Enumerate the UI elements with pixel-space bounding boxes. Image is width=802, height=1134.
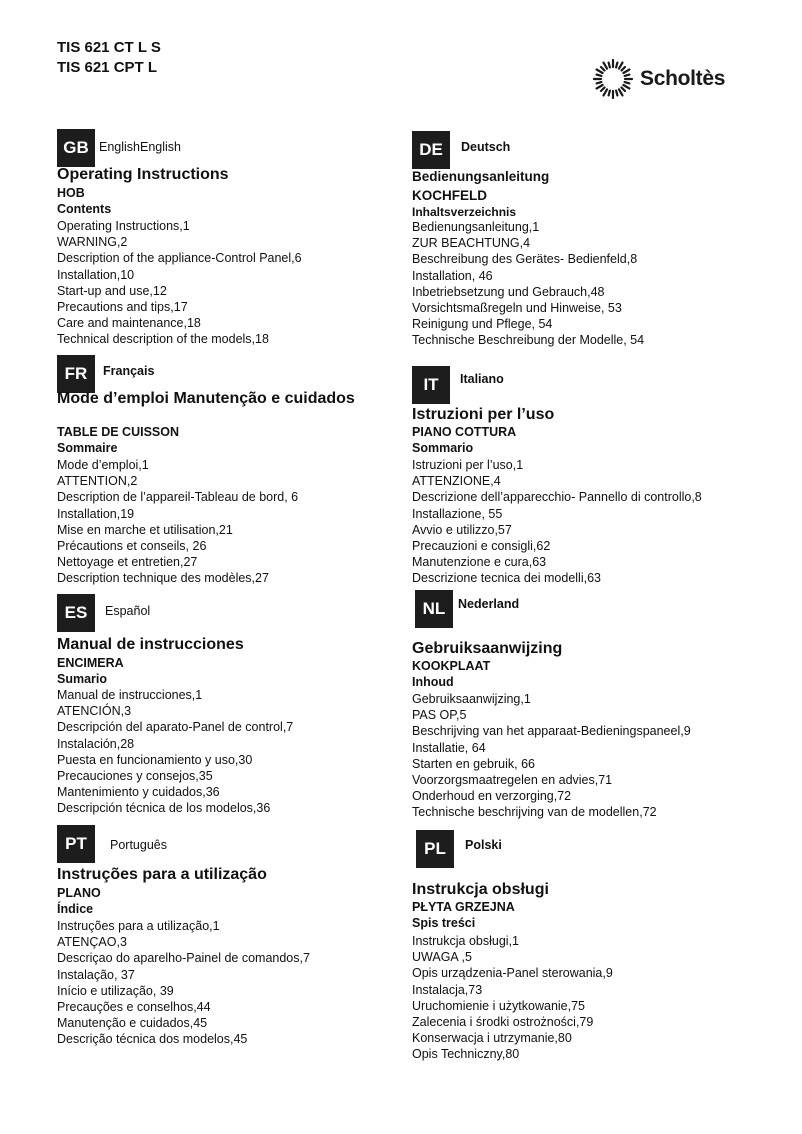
contents-item: Opis urządzenia-Panel sterowania,9	[412, 966, 613, 981]
contents-label-it: Sommario	[412, 441, 474, 455]
language-name-fr: Français	[103, 364, 155, 378]
language-name-es: Español	[105, 604, 151, 618]
contents-item: Description of the appliance-Control Panel,6	[57, 251, 302, 266]
contents-item: Precautions and tips,17	[57, 300, 188, 315]
language-badge-gb: GB	[57, 129, 95, 167]
appliance-type-fr: TABLE DE CUISSON	[57, 425, 179, 439]
language-badge-nl: NL	[415, 590, 453, 628]
language-name-it: Italiano	[460, 372, 504, 386]
contents-item: ZUR BEACHTUNG,4	[412, 236, 531, 251]
appliance-type-es: ENCIMERA	[57, 656, 124, 670]
contents-item: Descriçao do aparelho-Painel de comandos,7	[57, 951, 310, 966]
contents-label-pt: Índice	[57, 902, 94, 916]
contents-item: Mise en marche et utilisation,21	[57, 522, 233, 537]
appliance-type-pl: PŁYTA GRZEJNA	[412, 900, 515, 914]
appliance-type-nl: KOOKPLAAT	[412, 659, 491, 673]
contents-item: Technical description of the models,18	[57, 332, 269, 347]
contents-item: Gebruiksaanwijzing,1	[412, 692, 531, 706]
contents-item: Précautions et conseils, 26	[57, 539, 207, 554]
contents-item: Manutenzione e cura,63	[412, 555, 547, 570]
language-name-pl: Polski	[465, 838, 502, 852]
contents-label-es: Sumario	[57, 672, 108, 686]
contents-label-fr: Sommaire	[57, 441, 118, 455]
contents-label-gb: Contents	[57, 202, 112, 216]
contents-item: Beschrijving van het apparaat-Bedieningspaneel,9	[412, 724, 691, 739]
manual-title-pt: Instruções para a utilização	[57, 866, 267, 883]
contents-item: Inbetriebsetzung und Gebrauch,48	[412, 284, 605, 299]
contents-list-gb	[57, 218, 302, 348]
contents-list-nl	[412, 691, 691, 821]
contents-item: Manutenção e cuidados,45	[57, 1016, 208, 1031]
contents-item: ATTENTION,2	[57, 474, 138, 489]
appliance-type-it: PIANO COTTURA	[412, 425, 517, 439]
contents-item: Zalecenia i środki ostrożności,79	[412, 1015, 594, 1030]
contents-item: Care and maintenance,18	[57, 316, 201, 331]
contents-item: Avvio e utilizzo,57	[412, 522, 512, 537]
contents-item: Manual de instrucciones,1	[57, 688, 203, 702]
contents-list-de	[412, 219, 644, 349]
language-name-nl: Nederland	[458, 597, 520, 611]
manual-title-es: Manual de instrucciones	[57, 636, 244, 653]
language-name-pt: Português	[110, 838, 167, 852]
contents-list-pt	[57, 918, 310, 1048]
language-badge-fr: FR	[57, 355, 95, 393]
contents-item: Início e utilização, 39	[57, 983, 174, 998]
contents-label-nl: Inhoud	[412, 675, 454, 689]
contents-item: Precauciones y consejos,35	[57, 769, 213, 784]
language-name-de: Deutsch	[461, 140, 511, 154]
contents-item: Beschreibung des Gerätes- Bedienfeld,8	[412, 252, 638, 267]
contents-item: Technische Beschreibung der Modelle, 54	[412, 333, 645, 348]
contents-item: Descrição técnica dos modelos,45	[57, 1032, 248, 1047]
contents-item: Mode d’emploi,1	[57, 458, 149, 472]
manual-title-fr: Mode d’emploi Manutenção e cuidados	[57, 390, 355, 407]
contents-item: Installazione, 55	[412, 506, 503, 521]
appliance-type-gb: HOB	[57, 186, 85, 200]
contents-item: Instruções para a utilização,1	[57, 919, 220, 933]
contents-item: Start-up and use,12	[57, 283, 167, 298]
contents-list-es	[57, 687, 293, 817]
model-numbers	[57, 38, 161, 78]
contents-item: Voorzorgsmaatregelen en advies,71	[412, 773, 613, 788]
contents-item: Bedienungsanleitung,1	[412, 220, 540, 234]
appliance-type-de: KOCHFELD	[412, 188, 487, 203]
contents-list-pl	[412, 933, 613, 1063]
contents-item: Instalacja,73	[412, 982, 483, 997]
manual-title-pl: Instrukcja obsługi	[412, 881, 549, 898]
language-name-gb: EnglishEnglish	[99, 140, 181, 154]
contents-item: UWAGA ,5	[412, 950, 472, 965]
language-badge-de: DE	[412, 131, 450, 169]
contents-list-it	[412, 457, 702, 587]
language-badge-es: ES	[57, 594, 95, 632]
contents-item: Operating Instructions,1	[57, 219, 190, 233]
contents-label-de: Inhaltsverzeichnis	[412, 205, 517, 219]
contents-item: Installation,19	[57, 506, 135, 521]
contents-item: ATTENZIONE,4	[412, 474, 501, 489]
language-badge-pt: PT	[57, 825, 95, 863]
model-number-1: TIS 621 CT L S	[57, 39, 161, 56]
contents-item: Starten en gebruik, 66	[412, 756, 535, 771]
contents-item: Opis Techniczny,80	[412, 1047, 520, 1062]
contents-item: Mantenimiento y cuidados,36	[57, 785, 220, 800]
contents-item: ATENCIÓN,3	[57, 704, 132, 719]
contents-item: Descrizione tecnica dei modelli,63	[412, 571, 601, 586]
contents-item: Konserwacja i utrzymanie,80	[412, 1031, 572, 1046]
contents-label-pl: Spis treści	[412, 916, 476, 930]
contents-item: Instalación,28	[57, 736, 135, 751]
brand-name: Scholtès	[640, 67, 726, 90]
contents-item: WARNING,2	[57, 235, 128, 250]
contents-item: Installation, 46	[412, 268, 493, 283]
contents-item: Installation,10	[57, 267, 135, 282]
contents-item: Puesta en funcionamiento y uso,30	[57, 752, 253, 767]
sunburst-icon	[592, 58, 634, 100]
language-badge-pl: PL	[416, 830, 454, 868]
contents-item: PAS OP,5	[412, 708, 467, 723]
contents-list-fr	[57, 457, 298, 587]
contents-item: Descripción técnica de los modelos,36	[57, 801, 271, 816]
model-number-2: TIS 621 CPT L	[57, 59, 158, 76]
contents-item: Instalação, 37	[57, 967, 135, 982]
contents-item: Technische beschrijving van de modellen,72	[412, 805, 657, 820]
contents-item: Istruzioni per l’uso,1	[412, 458, 524, 472]
contents-item: Onderhoud en verzorging,72	[412, 789, 572, 804]
contents-item: Precauzioni e consigli,62	[412, 539, 551, 554]
contents-item: Descrizione dell’apparecchio- Pannello di controllo,8	[412, 490, 702, 505]
manual-title-nl: Gebruiksaanwijzing	[412, 640, 563, 657]
contents-item: Uruchomienie i użytkowanie,75	[412, 998, 586, 1013]
contents-item: Description de l’appareil-Tableau de bord, 6	[57, 490, 299, 505]
manual-title-gb: Operating Instructions	[57, 166, 229, 183]
contents-item: ATENÇAO,3	[57, 935, 127, 950]
contents-item: Vorsichtsmaßregeln und Hinweise, 53	[412, 301, 622, 316]
contents-item: Installatie, 64	[412, 740, 486, 755]
contents-item: Precauções e conselhos,44	[57, 1000, 211, 1015]
language-badge-it: IT	[412, 366, 450, 404]
contents-item: Descripción del aparato-Panel de control,7	[57, 720, 294, 735]
contents-item: Reinigung und Pflege, 54	[412, 317, 553, 332]
contents-item: Instrukcja obsługi,1	[412, 934, 520, 948]
appliance-type-pt: PLANO	[57, 886, 101, 900]
contents-item: Description technique des modèles,27	[57, 571, 269, 586]
brand-logo	[592, 58, 725, 100]
contents-item: Nettoyage et entretien,27	[57, 555, 198, 570]
manual-title-de: Bedienungsanleitung	[412, 169, 550, 184]
manual-title-it: Istruzioni per l’uso	[412, 406, 555, 423]
